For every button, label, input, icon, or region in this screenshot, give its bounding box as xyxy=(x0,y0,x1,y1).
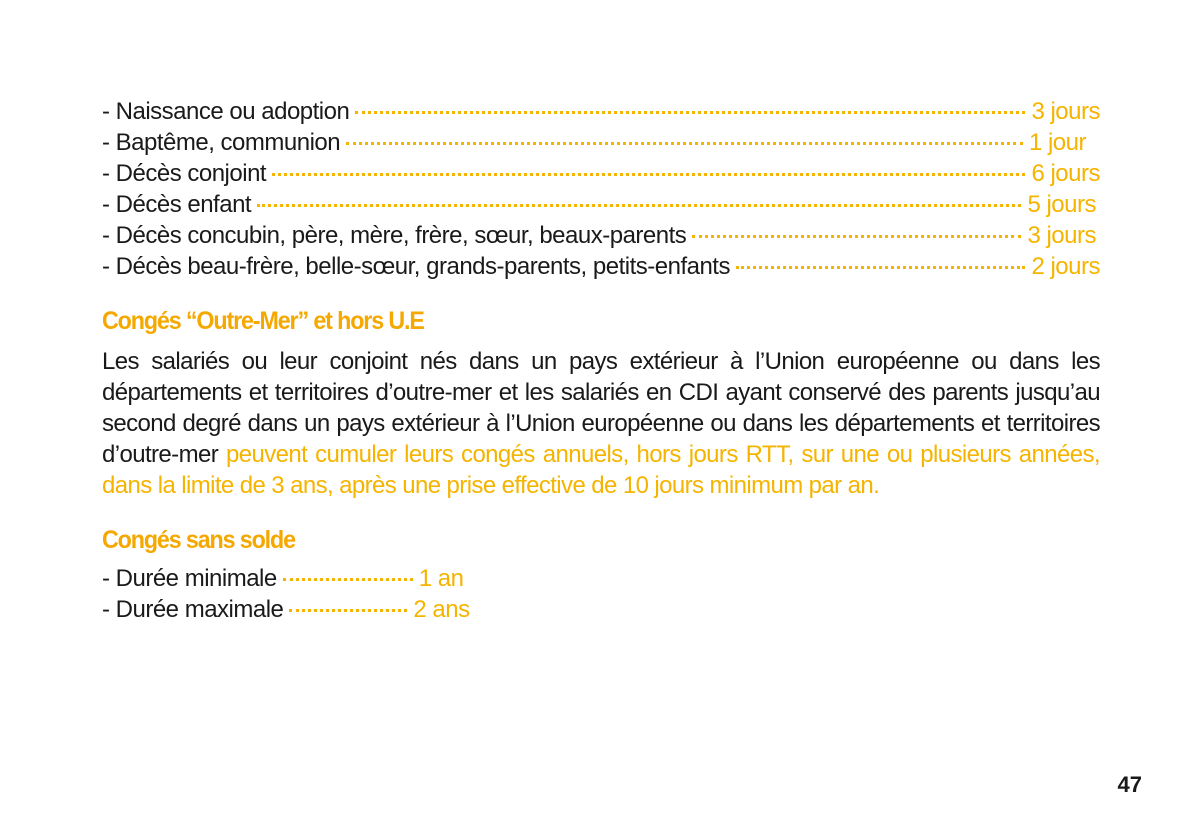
list-item xyxy=(102,220,1100,251)
list-item xyxy=(102,189,1100,220)
section-title-outremer: Congés “Outre-Mer” et hors U.E xyxy=(102,307,424,335)
dot-leader xyxy=(692,235,1021,238)
paragraph-text: Les salariés ou leur conjoint nés dans un pays extérieur à l’Union européenne ou dans les départements et territoires d’outre-mer et les salariés en CDI ayant conservé des parents jusqu’au second degré dans un pays extérieur à l’Union européenne ou dans les départements et territoires d’outre-mer xyxy=(102,348,1100,468)
dot-leader xyxy=(289,609,407,612)
dot-leader xyxy=(272,173,1025,176)
dot-leader xyxy=(283,578,413,581)
dot-leader xyxy=(346,142,1023,145)
leave-label: - Décès concubin, père, mère, frère, sœur, beaux-parents xyxy=(102,222,687,249)
leave-label: - Durée minimale xyxy=(102,565,277,592)
leave-value: 5 jours xyxy=(1027,191,1096,218)
leave-value: 2 ans xyxy=(413,596,470,623)
list-item xyxy=(102,251,1100,282)
document-page xyxy=(102,96,1100,625)
leave-label: - Décès conjoint xyxy=(102,160,267,187)
leave-value: 1 jour xyxy=(1028,129,1086,156)
leave-value: 3 jours xyxy=(1031,98,1100,125)
list-item xyxy=(102,594,502,625)
unpaid-leave-list xyxy=(102,563,502,625)
page-number: 47 xyxy=(1117,772,1142,797)
paragraph-highlight: peuvent cumuler leurs congés annuels, hors jours RTT, sur une ou plusieurs années, dans la limite de 3 ans, après une prise effective de 10 jours minimum par an. xyxy=(102,441,1100,499)
leave-label: - Décès enfant xyxy=(102,191,252,218)
list-item xyxy=(102,563,502,594)
list-item xyxy=(102,127,1100,158)
leave-value: 3 jours xyxy=(1027,222,1096,249)
leave-value: 1 an xyxy=(418,565,464,592)
dot-leader xyxy=(257,204,1021,207)
section-title-sans-solde: Congés sans solde xyxy=(102,526,295,554)
leave-value: 2 jours xyxy=(1031,253,1100,280)
list-item xyxy=(102,96,1100,127)
leave-label: - Naissance ou adoption xyxy=(102,98,350,125)
dot-leader xyxy=(355,111,1025,114)
dot-leader xyxy=(736,266,1025,269)
leave-label: - Durée maximale xyxy=(102,596,284,623)
leave-label: - Décès beau-frère, belle-sœur, grands-parents, petits-enfants xyxy=(102,253,730,280)
outremer-paragraph xyxy=(102,346,1100,501)
leave-duration-list xyxy=(102,96,1100,282)
list-item xyxy=(102,158,1100,189)
leave-value: 6 jours xyxy=(1031,160,1100,187)
leave-label: - Baptême, communion xyxy=(102,129,341,156)
